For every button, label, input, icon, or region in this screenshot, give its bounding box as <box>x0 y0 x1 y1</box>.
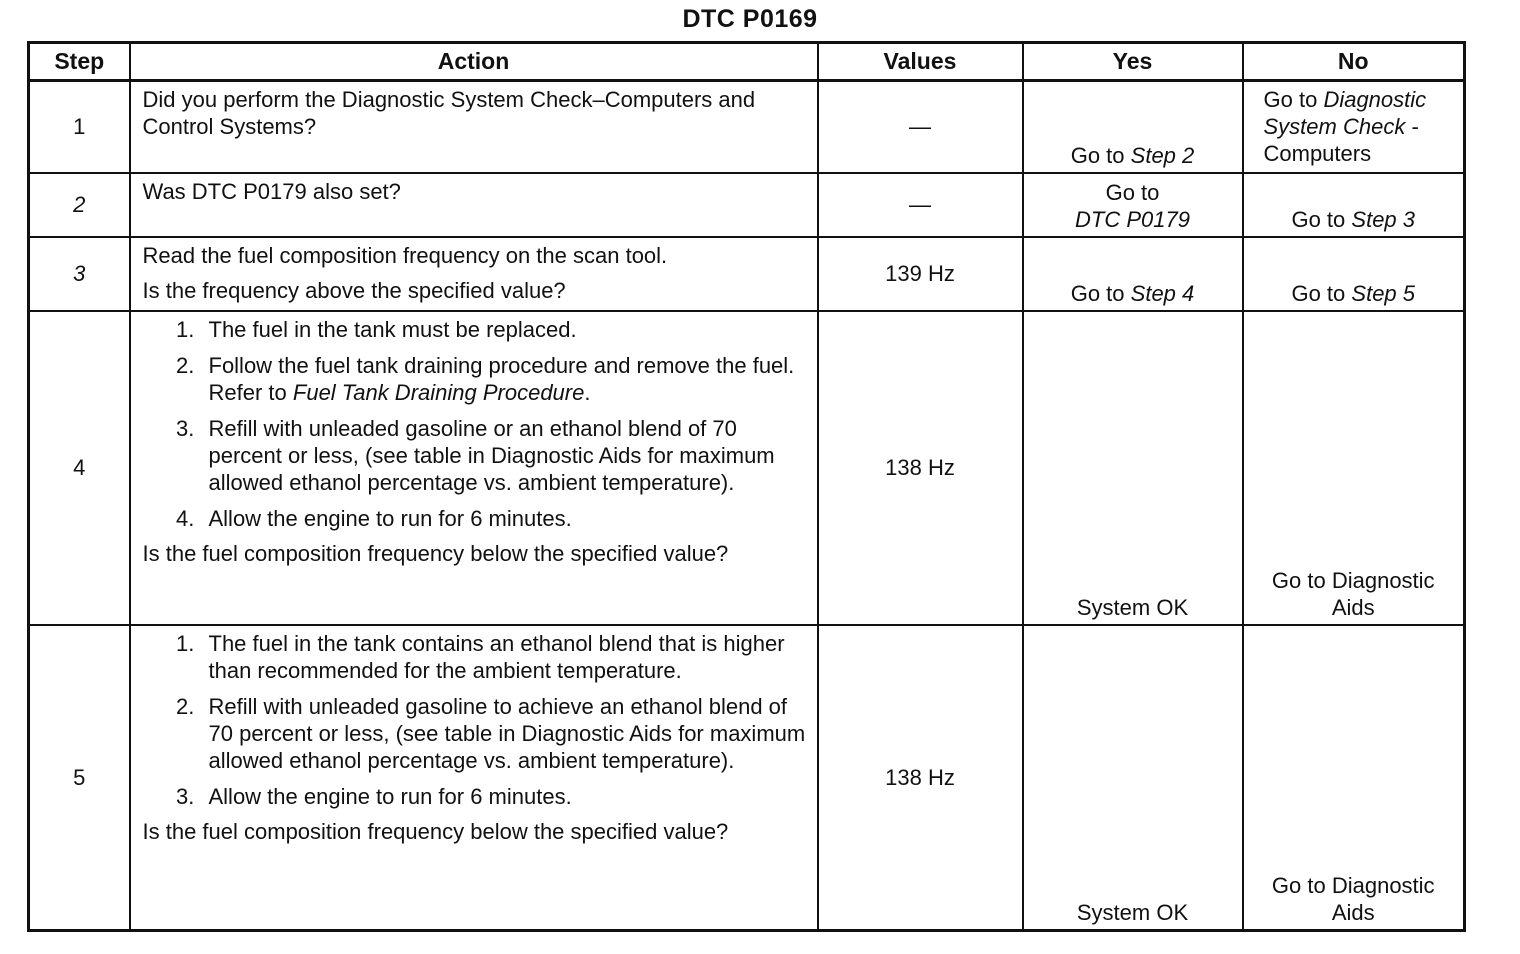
header-step: Step <box>29 43 130 81</box>
header-no: No <box>1243 43 1465 81</box>
list-item: 2. Follow the fuel tank draining procedure and remove the fuel. Refer to Fuel Tank Draining Procedure. <box>201 352 807 406</box>
yes-link[interactable]: Step 2 <box>1130 142 1195 168</box>
yes-cell[interactable] <box>1023 173 1243 237</box>
yes-cell[interactable] <box>1023 81 1243 173</box>
table-row <box>29 237 1465 311</box>
action-cell <box>130 625 818 931</box>
action-cell <box>130 173 818 237</box>
no-link[interactable]: Step 5 <box>1351 280 1416 306</box>
no-text[interactable]: Go to Diagnostic Aids <box>1271 873 1435 925</box>
no-cell[interactable] <box>1243 237 1465 311</box>
step-number: 2 <box>29 173 130 237</box>
value-text: — <box>909 114 931 140</box>
procedure-list <box>143 316 807 532</box>
list-item: 3. Refill with unleaded gasoline or an ethanol blend of 70 percent or less, (see table in Diagnostic Aids for maximum allowed ethanol percentage vs. ambient temperature). <box>201 415 807 496</box>
procedure-list <box>143 630 807 810</box>
no-prefix: Go to <box>1291 280 1346 306</box>
action-text: Was DTC P0179 also set? <box>142 178 401 204</box>
page-title: DTC P0169 <box>682 5 818 33</box>
action-cell <box>130 311 818 625</box>
no-cell[interactable] <box>1243 311 1465 625</box>
value-text: 138 Hz <box>885 764 955 790</box>
table-header-row <box>29 43 1465 81</box>
action-cell <box>130 81 818 173</box>
list-item: 4. Allow the engine to run for 6 minutes. <box>201 505 807 532</box>
yes-cell[interactable] <box>1023 237 1243 311</box>
step-number: 1 <box>29 81 130 173</box>
action-question: Is the frequency above the specified value? <box>142 277 566 303</box>
no-link[interactable]: Diagnostic System Check <box>1263 87 1427 139</box>
diagnostic-table <box>27 41 1466 932</box>
action-text: Did you perform the Diagnostic System Check–Computers and Control Systems? <box>142 87 756 139</box>
value-cell <box>818 237 1023 311</box>
list-item: 3. Allow the engine to run for 6 minutes. <box>201 783 807 810</box>
yes-prefix: Go to <box>1105 179 1160 205</box>
list-item: 1. The fuel in the tank must be replaced. <box>201 316 807 343</box>
yes-prefix: Go to <box>1070 280 1125 306</box>
yes-link[interactable]: DTC P0179 <box>1075 206 1190 232</box>
value-text: 138 Hz <box>885 455 955 480</box>
no-link[interactable]: Step 3 <box>1351 206 1416 232</box>
yes-text[interactable]: System OK <box>1076 900 1189 925</box>
table-row <box>29 81 1465 173</box>
list-item: 2. Refill with unleaded gasoline to achieve an ethanol blend of 70 percent or less, (see table in Diagnostic Aids for maximum allowed ethanol percentage vs. ambient temperature). <box>201 693 807 774</box>
value-text: — <box>909 192 931 217</box>
value-cell <box>818 81 1023 173</box>
list-item: 1. The fuel in the tank contains an ethanol blend that is higher than recommended for the ambient temperature. <box>201 630 807 684</box>
action-question: Is the fuel composition frequency below the specified value? <box>142 540 729 566</box>
yes-link[interactable]: Step 4 <box>1130 280 1195 306</box>
header-action: Action <box>130 43 818 81</box>
value-text: 139 Hz <box>885 261 955 286</box>
value-cell <box>818 311 1023 625</box>
no-prefix: Go to <box>1263 87 1318 112</box>
yes-cell[interactable] <box>1023 625 1243 931</box>
header-yes: Yes <box>1023 43 1243 81</box>
step-number: 3 <box>29 237 130 311</box>
yes-prefix: Go to <box>1070 142 1125 168</box>
table-row <box>29 173 1465 237</box>
yes-cell[interactable] <box>1023 311 1243 625</box>
action-cell <box>130 237 818 311</box>
action-question: Is the fuel composition frequency below the specified value? <box>142 818 729 844</box>
no-text[interactable]: Go to Diagnostic Aids <box>1271 567 1435 620</box>
procedure-link[interactable]: Fuel Tank Draining Procedure <box>292 379 585 405</box>
yes-text[interactable]: System OK <box>1076 594 1189 620</box>
value-cell <box>818 625 1023 931</box>
table-row <box>29 311 1465 625</box>
no-suffix: - Computers <box>1263 114 1419 166</box>
no-cell[interactable] <box>1243 81 1465 173</box>
no-cell[interactable] <box>1243 625 1465 931</box>
no-prefix: Go to <box>1291 206 1346 232</box>
value-cell <box>818 173 1023 237</box>
step-number: 4 <box>29 311 130 625</box>
step-number: 5 <box>29 625 130 931</box>
list-item-text: Follow the fuel tank draining procedure and remove the fuel. Refer to <box>208 352 795 405</box>
table-row <box>29 625 1465 931</box>
header-values: Values <box>818 43 1023 81</box>
no-cell[interactable] <box>1243 173 1465 237</box>
action-text: Read the fuel composition frequency on the scan tool. <box>142 242 668 268</box>
